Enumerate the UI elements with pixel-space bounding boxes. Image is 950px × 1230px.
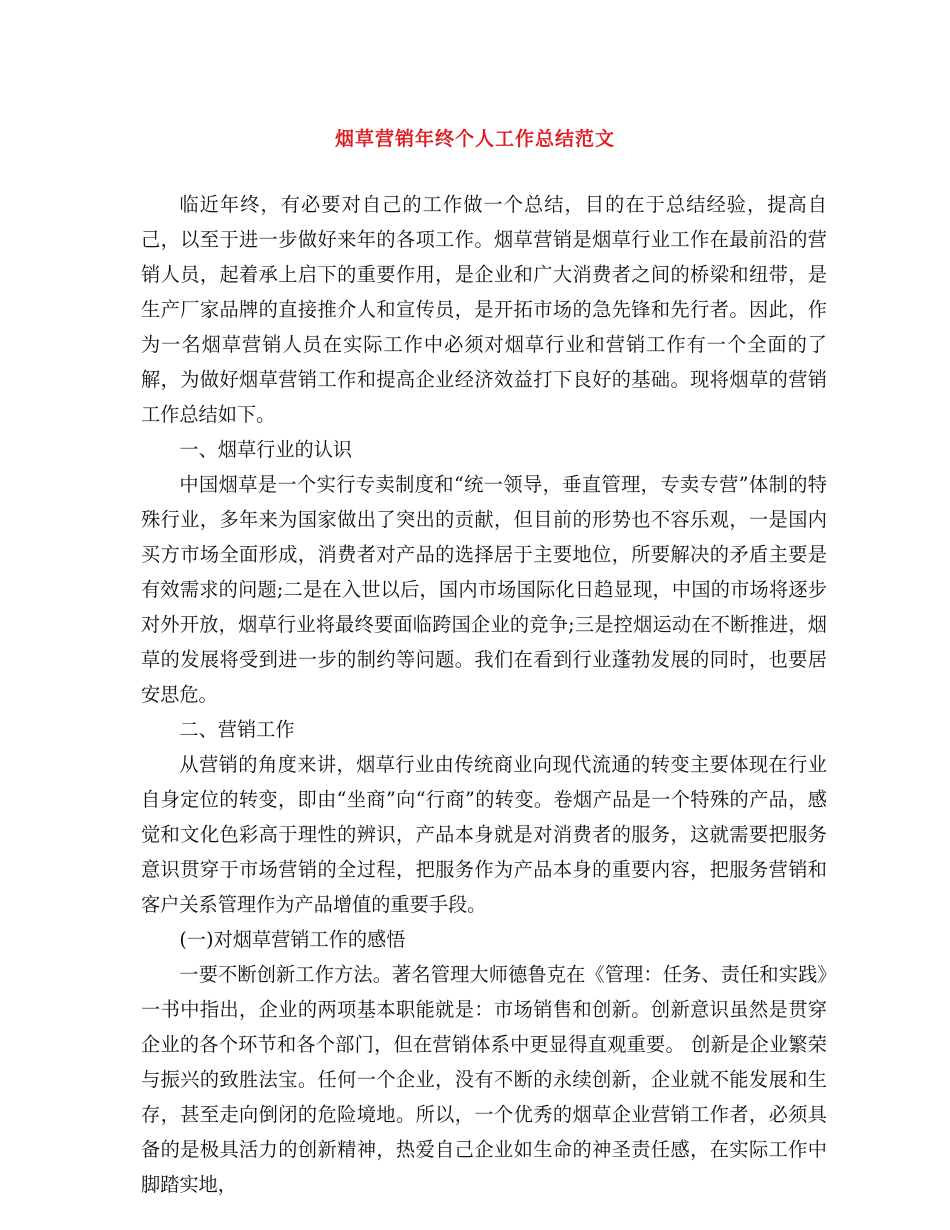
paragraph-marketing: 从营销的角度来讲，烟草行业由传统商业向现代流通的转变主要体现在行业自身定位的转变，即由“坐商”向“行商”的转变。卷烟产品是一个特殊的产品，感觉和文化色彩高于理性的辨识，产品本身就是对消费者的服务，这就需要把服务意识贯穿于市场营销的全过程，把服务作为产品本身的重要内容，把服务营销和客户关系管理作为产品增值的重要手段。: [141, 753, 827, 916]
paragraph-intro: 临近年终，有必要对自己的工作做一个总结，目的在于总结经验，提高自己，以至于进一步做好来年的各项工作。烟草营销是烟草行业工作在最前沿的营销人员，起着承上启下的重要作用，是企业和广大消费者之间的桥梁和纽带，是生产厂家品牌的直接推介人和宣传员，是开拓市场的急先锋和先行者。因此，作为一名烟草营销人员在实际工作中必须对烟草行业和营销工作有一个全面的了解，为做好烟草营销工作和提高企业经济效益打下良好的基础。现将烟草的营销工作总结如下。: [141, 193, 827, 426]
document-title: 烟草营销年终个人工作总结范文: [334, 128, 615, 150]
subsection-heading-insights: (一)对烟草营销工作的感悟: [179, 928, 406, 951]
section-heading-marketing: 二、营销工作: [179, 718, 295, 741]
document-body: [141, 187, 827, 1202]
paragraph-industry: 中国烟草是一个实行专卖制度和“统一领导，垂直管理，专卖专营”体制的特殊行业，多年来为国家做出了突出的贡献，但目前的形势也不容乐观，一是国内买方市场全面形成，消费者对产品的选择居于主要地位，所要解决的矛盾主要是有效需求的问题;二是在入世以后，国内市场国际化日趋显现，中国的市场将逐步对外开放，烟草行业将最终要面临跨国企业的竞争;三是控烟运动在不断推进，烟草的发展将受到进一步的制约等问题。我们在看到行业蓬勃发展的同时，也要居安思危。: [141, 473, 827, 706]
paragraph-innovation: 一要不断创新工作方法。著名管理大师德鲁克在《管理：任务、责任和实践》一书中指出，企业的两项基本职能就是：市场销售和创新。创新意识虽然是贯穿企业的各个环节和各个部门，但在营销体系中更显得直观重要。 创新是企业繁荣与振兴的致胜法宝。任何一个企业，没有不断的永续创新，企业就不能发展和生存，甚至走向倒闭的危险境地。所以，一个优秀的烟草企业营销工作者，必须具备的是极具活力的创新精神，热爱自己企业如生命的神圣责任感，在实际工作中脚踏实地，: [141, 963, 827, 1196]
section-heading-industry: 一、烟草行业的认识: [179, 438, 353, 461]
